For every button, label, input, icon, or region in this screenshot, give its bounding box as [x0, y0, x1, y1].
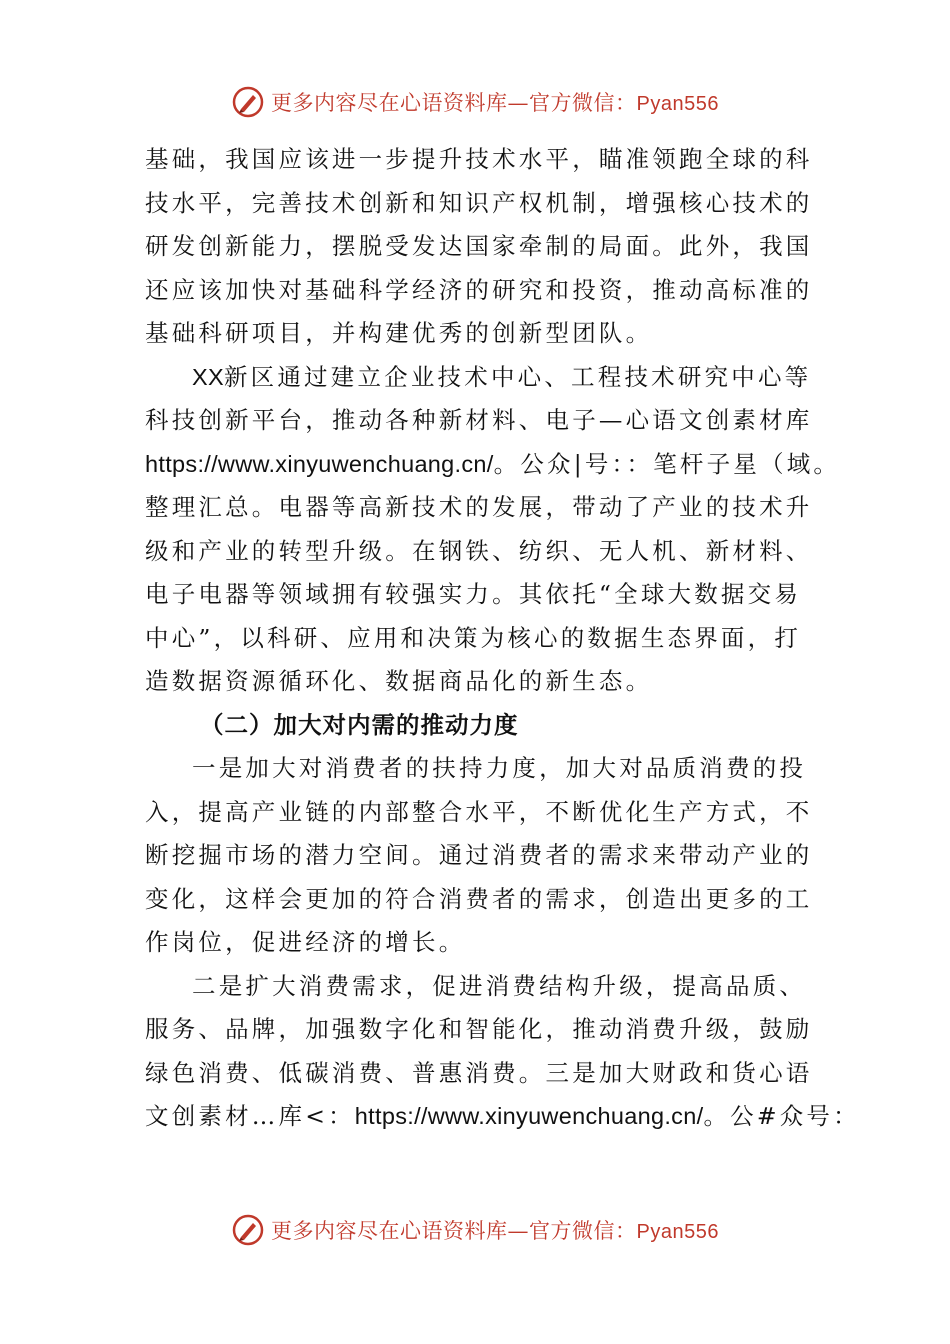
text-line: 基础，我国应该进一步提升技术水平，瞄准领跑全球的科: [145, 145, 813, 173]
text-line: 作岗位，促进经济的增长。: [145, 928, 466, 956]
pen-logo-icon: [231, 85, 265, 119]
text-fragment: 。公众|号：：笔杆子星（域。: [493, 449, 841, 478]
text-fragment: XX: [192, 363, 224, 390]
text-line: 还应该加快对基础科学经济的研究和投资，推动高标准的: [145, 275, 813, 304]
text-line: 基础科研项目，并构建优秀的创新型团队。: [145, 319, 653, 347]
text-line: 服务、品牌，加强数字化和智能化，推动消费升级，鼓励: [145, 1015, 813, 1043]
pen-logo-icon: [231, 1213, 265, 1247]
paragraph-3: [145, 747, 825, 965]
text-line: [145, 1095, 860, 1139]
section-heading: （二）加大对内需的推动力度: [200, 710, 519, 739]
text-line: 绿色消费、低碳消费、普惠消费。三是加大财政和货心语: [145, 1058, 813, 1087]
text-line: 断挖掘市场的潜力空间。通过消费者的需求来带动产业的: [145, 841, 813, 869]
text-line: 中心”，以科研、应用和决策为核心的数据生态界面，打: [145, 623, 802, 652]
text-line: 造数据资源循环化、数据商品化的新生态。: [145, 667, 653, 695]
text-line: 科技创新平台，推动各种新材料、电子—心语文创素材库: [145, 406, 813, 434]
text-fragment: 新区通过建立企业技术中心、工程技术研究中心等: [223, 362, 812, 391]
footer-banner-text: 更多内容尽在心语资料库—官方微信：Pyan556: [271, 1219, 719, 1243]
text-line: [145, 443, 841, 487]
footer-banner: [0, 1210, 950, 1250]
paragraph-2: [145, 356, 841, 704]
text-fragment: 文创素材…库<：: [145, 1102, 355, 1130]
text-line: 级和产业的转型升级。在钢铁、纺织、无人机、新材料、: [145, 536, 813, 565]
header-wechat-id: Pyan556: [636, 93, 719, 115]
url-text: https://www.xinyuwenchuang.cn/: [354, 1103, 704, 1129]
header-banner: [0, 82, 950, 122]
text-line: 二是扩大消费需求，促进消费结构升级，提高品质、: [192, 971, 807, 1000]
header-banner-text: 更多内容尽在心语资料库—官方微信：Pyan556: [271, 91, 719, 115]
text-line: 变化，这样会更加的符合消费者的需求，创造出更多的工: [145, 884, 813, 913]
text-line: 一是加大对消费者的扶持力度，加大对品质消费的投: [192, 754, 807, 782]
text-line: 入，提高产业链的内部整合水平，不断优化生产方式，不: [145, 797, 813, 826]
url-text: https://www.xinyuwenchuang.cn/: [145, 450, 494, 477]
text-line: 电子电器等领域拥有较强实力。其依托“全球大数据交易: [145, 580, 802, 608]
paragraph-4: [145, 965, 860, 1139]
text-line: [145, 356, 825, 400]
text-line: 整理汇总。电器等高新技术的发展，带动了产业的技术升: [145, 493, 813, 521]
paragraph-1: [145, 138, 825, 356]
footer-wechat-id: Pyan556: [636, 1221, 719, 1243]
text-fragment: 。公#众号：: [703, 1102, 860, 1130]
document-body: [145, 138, 860, 1139]
text-line: 研发创新能力，摆脱受发达国家牵制的局面。此外，我国: [145, 232, 813, 260]
text-line: 技水平，完善技术创新和知识产权机制，增强核心技术的: [145, 188, 813, 217]
